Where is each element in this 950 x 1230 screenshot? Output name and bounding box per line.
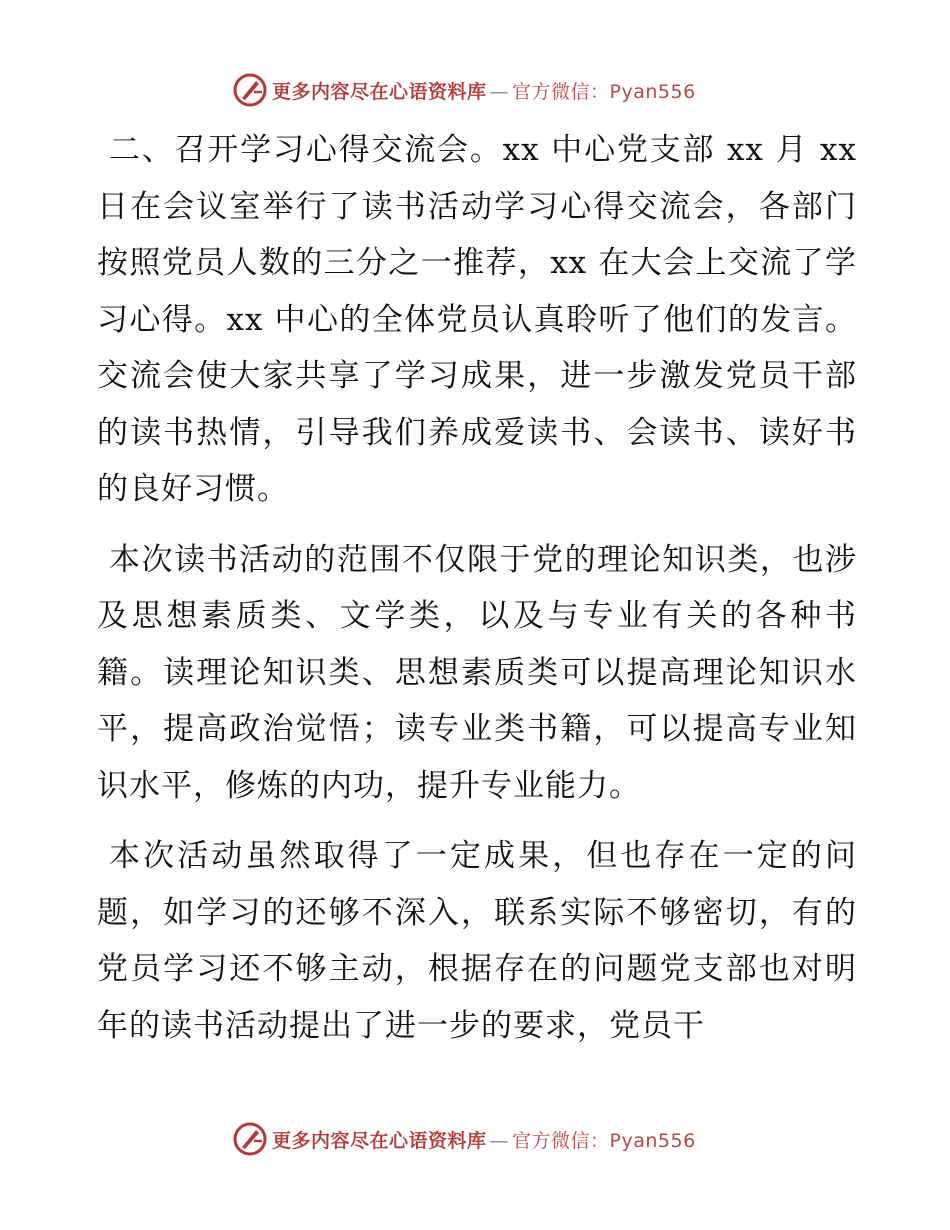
paragraph: 本次读书活动的范围不仅限于党的理论知识类，也涉及思想素质类、文学类，以及与专业有关的各种书籍。读理论知识类、思想素质类可以提高理论知识水平，提高政治觉悟；读专业类书籍，可以提高专业知识水平，修炼的内功，提升专业能力。	[97, 541, 857, 804]
header-banner-text	[272, 77, 696, 104]
footer-banner	[232, 1119, 752, 1159]
paragraph: 本次活动虽然取得了一定成果，但也存在一定的问题，如学习的还够不深入，联系实际不够密切，有的党员学习还不够主动，根据存在的问题党支部也对明年的读书活动提出了进一步的要求，党员干	[97, 838, 857, 1044]
footer-dash: —	[489, 1129, 510, 1152]
paragraph: 二、召开学习心得交流会。xx 中心党支部 xx 月 xx 日在会议室举行了读书活动学习心得交流会，各部门按照党员人数的三分之一推荐，xx 在大会上交流了学习心得。xx 中心的全体党员认真聆听了他们的发言。交流会使大家共享了学习成果，进一步激发党员干部的读书热情，引导我们养成爱读书、会读书、读好书的良好习惯。	[97, 132, 857, 507]
quill-pen-seal-icon	[232, 1121, 268, 1157]
footer-wechat-id: Pyan556	[609, 1129, 696, 1152]
footer-wechat-label: 官方微信：	[512, 1129, 610, 1152]
footer-banner-text	[272, 1126, 696, 1153]
header-site-name: 更多内容尽在心语资料库	[272, 80, 487, 103]
header-banner	[232, 70, 752, 110]
header-wechat-id: Pyan556	[609, 80, 696, 103]
footer-site-name: 更多内容尽在心语资料库	[272, 1129, 487, 1152]
document-body	[97, 122, 857, 1068]
header-dash: —	[489, 80, 510, 103]
quill-pen-seal-icon	[232, 72, 268, 108]
header-wechat-label: 官方微信：	[512, 80, 610, 103]
